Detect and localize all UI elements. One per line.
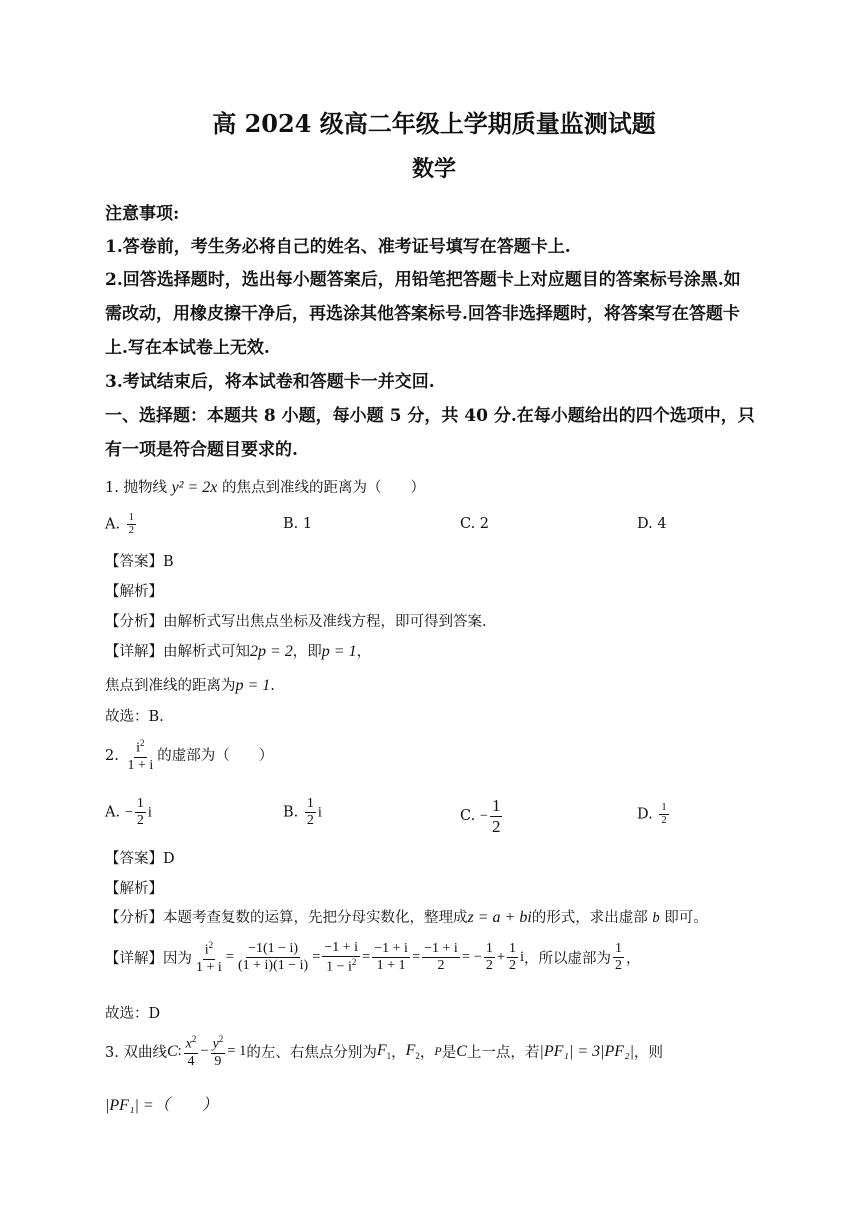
q1-xiangjie-eq2: p = 1 xyxy=(321,643,357,660)
q1-xiangjie-prefix: 【详解】由解析式可知 xyxy=(105,644,250,660)
q3-prefix: 3. 双曲线 xyxy=(105,1045,167,1062)
question-2 xyxy=(105,738,273,774)
q3-curve-name-2: C xyxy=(456,1042,467,1060)
exam-subject: 数学 xyxy=(411,156,456,182)
q2-option-b-fraction: $\frac{1}{2}$ xyxy=(306,796,314,829)
q1-answer: 【答案】B xyxy=(105,554,174,570)
q2-suffix: 的虚部为（ ） xyxy=(157,747,274,764)
exam-title: 高 2024 级高二年级上学期质量监测试题 xyxy=(212,109,656,138)
q1-option-a xyxy=(105,512,138,537)
q3-point-p: P xyxy=(434,1044,442,1059)
q3-fraction-x: $\frac{x^2}{4}$ xyxy=(185,1034,197,1069)
note-1: 1.答卷前，考生务必将自己的姓名、准考证号填写在答题卡上. xyxy=(105,237,571,257)
q1-option-b: B. 1 xyxy=(283,516,313,532)
q3-ask-text: |PF₁| =（ ） xyxy=(105,1097,218,1114)
q1-fenxi: 【分析】由解析式写出焦点坐标及准线方程，即可得到答案. xyxy=(105,614,487,630)
q1-option-a-fraction: $\frac{1}{2}$ xyxy=(128,512,134,537)
q2-xiangjie-prefix: 【详解】因为 xyxy=(105,951,192,968)
q2-fenxi-eq: z = a + bi xyxy=(467,909,532,926)
q3-f1: $F_1$ xyxy=(376,1042,392,1062)
q2-step-1: $\frac{i^2}{1 + i}$ xyxy=(196,940,222,975)
q2-option-c-label: C. xyxy=(460,808,476,825)
q1-line2-eq: p = 1 xyxy=(235,677,271,694)
question-1 xyxy=(105,476,425,497)
q2-option-b: B. $\frac{1}{2}$ i xyxy=(283,796,322,829)
q2-fenxi-prefix: 【分析】本题考查复数的运算，先把分母实数化，整理成 xyxy=(105,910,468,926)
q1-option-d: D. 4 xyxy=(637,516,667,532)
q2-option-b-label: B. xyxy=(283,804,299,821)
q1-option-c: C. 2 xyxy=(460,516,490,532)
q2-imag-part: $\frac{1}{2}$ xyxy=(615,941,623,974)
q1-suffix: 的焦点到准线的距离为（ ） xyxy=(221,480,425,496)
q2-fenxi-suffix: 的形式，求出虚部 xyxy=(531,910,648,926)
q3-f2: $F_2$ xyxy=(405,1042,420,1062)
q2-step-6b: $\frac{1}{2}$ xyxy=(509,941,516,974)
q3-comma-2: ， xyxy=(419,1045,435,1062)
q2-step-3: $\frac{-1 + i}{1 - i^2}$ xyxy=(324,940,359,975)
q2-step-4: $\frac{-1 + i}{1 + 1}$ xyxy=(374,941,408,974)
q3-curve-name: C xyxy=(166,1042,178,1060)
q2-fenxi-b: b xyxy=(652,910,660,926)
q2-option-a-fraction: $\frac{1}{2}$ xyxy=(136,796,144,829)
question-3: 3. 双曲线 C : $\frac{x^2}{4}$ − $\frac{y^2}{9}$ = 1 的左、右焦点分别为 $F_1$ ， $F_2$ ， P 是 C 上一点，若 |PF₁| = 3|PF₂| ，则 xyxy=(105,1034,664,1069)
q3-text-1: 的左、右焦点分别为 xyxy=(246,1045,377,1062)
q1-line2 xyxy=(105,674,275,695)
q2-answer: 【答案】D xyxy=(105,851,175,867)
q2-option-a-label: A. xyxy=(105,804,121,821)
q3-text-2: 是 xyxy=(441,1045,457,1062)
section-heading-b: 有一项是符合题目要求的. xyxy=(105,440,298,460)
q3-comma: ， xyxy=(391,1045,406,1062)
q3-ask xyxy=(105,1092,218,1115)
q2-option-c: C. − $\frac{1}{2}$ xyxy=(460,796,501,836)
q2-option-d-label: D. xyxy=(637,806,653,823)
q2-analysis: 【解析】 xyxy=(105,881,163,897)
note-2b: 需改动，用橡皮擦干净后，再选涂其他答案标号.回答非选择题时，将答案写在答题卡 xyxy=(105,304,740,324)
q2-option-c-fraction: $\frac{1}{2}$ xyxy=(491,796,501,836)
q1-xiangjie-mid: ，即 xyxy=(292,644,322,660)
q2-option-d xyxy=(637,802,671,827)
q2-xiangjie: 【详解】因为 $\frac{i^2}{1 + i}$ = $\frac{-1(1 - i)}{(1 + i)(1 - i)}$ = $\frac{-1 + i}{1 - i^2}$ = $\frac{-1 + i}{1 + 1}$ = $\frac{-1 + i}{2}$ = − $\frac{1}{2}$ + $\frac{1}{2}$ i ，所以虚部为 $\frac{1}{2}$ ， xyxy=(105,940,641,975)
q2-xiangjie-suffix: ，所以虚部为 xyxy=(524,951,612,968)
note-2c: 上.写在本试卷上无效. xyxy=(105,338,270,358)
q2-option-a: A. − $\frac{1}{2}$ i xyxy=(105,796,152,829)
q2-choose: 故选：D xyxy=(105,1006,161,1022)
section-heading-a: 一、选择题：本题共 8 小题，每小题 5 分，共 40 分.在每小题给出的四个选项中，只 xyxy=(105,406,755,426)
q1-prefix: 1. 抛物线 xyxy=(105,480,167,496)
q1-equation: y² = 2x xyxy=(171,479,218,496)
q3-text-3: 上一点，若 xyxy=(466,1045,540,1062)
q3-condition: |PF₁| = 3|PF₂| xyxy=(539,1042,635,1060)
q2-step-2: $\frac{-1(1 - i)}{(1 + i)(1 - i)}$ xyxy=(237,941,309,974)
note-2a: 2.回答选择题时，选出每小题答案后，用铅笔把答题卡上对应题目的答案标号涂黑.如 xyxy=(105,270,741,290)
q1-analysis: 【解析】 xyxy=(105,584,163,600)
q1-line2-prefix: 焦点到准线的距离为 xyxy=(105,678,236,694)
q2-fenxi-end: 即可。 xyxy=(664,910,708,926)
q1-option-a-label: A. xyxy=(105,516,121,533)
q1-choose: 故选：B. xyxy=(105,709,164,725)
q2-xiangjie-end: ， xyxy=(626,951,641,968)
q1-line2-end: . xyxy=(270,678,275,694)
q2-step-6a: $\frac{1}{2}$ xyxy=(485,941,493,974)
q2-fenxi xyxy=(105,906,708,927)
q1-xiangjie-end: ， xyxy=(356,644,372,660)
q2-step-5: $\frac{-1 + i}{2}$ xyxy=(424,941,458,974)
q2-option-d-fraction: $\frac{1}{2}$ xyxy=(661,802,667,827)
q3-text-4: ，则 xyxy=(634,1045,664,1062)
q1-xiangjie-eq1: 2p = 2 xyxy=(250,643,293,660)
notes-heading: 注意事项: xyxy=(105,204,180,224)
q1-xiangjie xyxy=(105,640,371,661)
q2-fraction: $\frac{i^2}{1 + i}$ xyxy=(127,738,154,773)
note-3: 3.考试结束后，将本试卷和答题卡一并交回. xyxy=(105,372,435,392)
q2-number: 2. xyxy=(105,747,119,764)
q3-fraction-y: $\frac{y^2}{9}$ xyxy=(212,1034,224,1069)
